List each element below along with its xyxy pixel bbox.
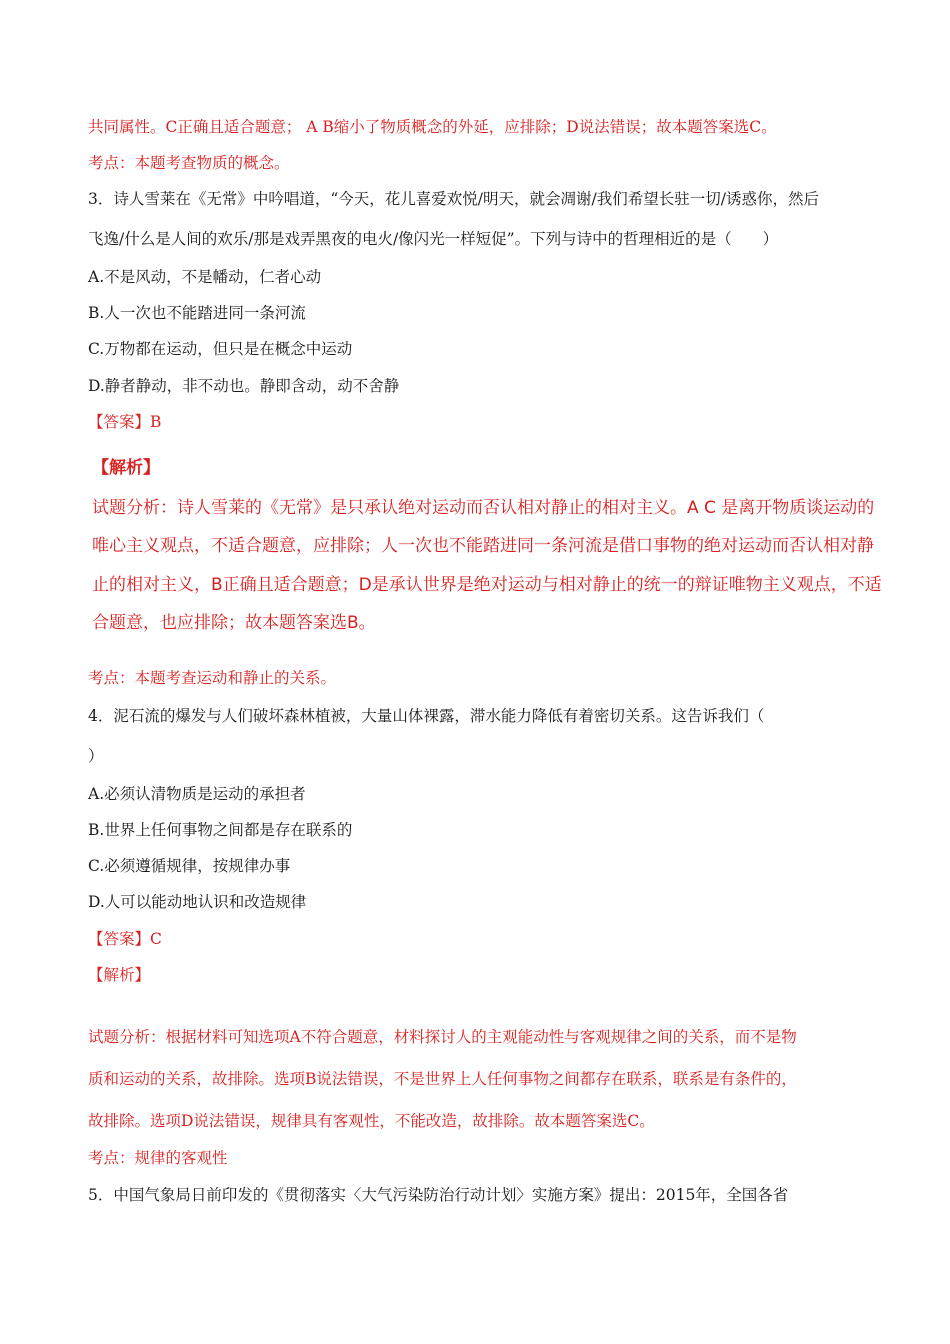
prev-kaodian: 考点：本题考查物质的概念。 [88,154,290,172]
question-4-option-a: A.必须认清物质是运动的承担者 [88,785,306,803]
question-4-explanation-1: 试题分析：根据材料可知选项A不符合题意，材料探讨人的主观能动性与客观规律之间的关系，而不是物 [88,1028,797,1046]
question-4-kaodian: 考点：规律的客观性 [88,1149,228,1167]
question-3-option-b: B.人一次也不能踏进同一条河流 [88,304,306,322]
question-3-option-a: A.不是风动，不是幡动，仁者心动 [88,268,322,286]
question-3-option-d: D.静者静动，非不动也。静即含动，动不舍静 [88,377,400,395]
question-4-option-b: B.世界上任何事物之间都是存在联系的 [88,821,353,839]
question-4-stem-cont: ） [88,747,104,765]
question-3-answer: 【答案】B [88,413,162,431]
prev-explanation-end: 共同属性。C正确且适合题意； A B缩小了物质概念的外延，应排除；D说法错误；故本题答案选C。 [88,118,777,136]
question-5-stem: 5．中国气象局日前印发的《贯彻落实〈大气污染防治行动计划〉实施方案》提出：2015年，全国各省 [88,1186,789,1204]
question-3-kaodian: 考点：本题考查运动和静止的关系。 [88,669,337,687]
question-4-option-c: C.必须遵循规律，按规律办事 [88,857,291,875]
question-4-explanation-2: 质和运动的关系，故排除。选项B说法错误，不是世界上人任何事物之间都存在联系，联系是有条件的， [88,1070,797,1088]
question-3-stem: 3．诗人雪莱在《无常》中吟唱道，“今天，花儿喜爱欢悦/明天，就会凋谢/我们希望长驻一切/诱惑你，然后 [88,190,819,208]
question-3-explanation-4: 合题意，也应排除；故本题答案选B。 [92,613,376,633]
question-3-jiexi-heading: 【解析】 [92,458,160,478]
question-3-stem-cont: 飞逸/什么是人间的欢乐/那是戏弄黑夜的电火/像闪光一样短促”。下列与诗中的哲理相近的是（ ） [88,230,779,248]
question-4-stem: 4．泥石流的爆发与人们破坏森林植被，大量山体裸露，滞水能力降低有着密切关系。这告诉我们（ [88,707,765,725]
question-3-option-c: C.万物都在运动，但只是在概念中运动 [88,340,353,358]
question-3-explanation-2: 唯心主义观点，不适合题意，应排除；人一次也不能踏进同一条河流是借口事物的绝对运动而否认相对静 [92,536,874,556]
question-4-jiexi-heading: 【解析】 [88,966,151,984]
question-4-option-d: D.人可以能动地认识和改造规律 [88,893,307,911]
question-3-explanation-3: 止的相对主义，B正确且适合题意；D是承认世界是绝对运动与相对静止的统一的辩证唯物主义观点，不适 [92,575,882,595]
question-4-explanation-3: 故排除。选项D说法错误，规律具有客观性，不能改造，故排除。故本题答案选C。 [88,1112,655,1130]
question-3-explanation-1: 试题分析：诗人雪莱的《无常》是只承认绝对运动而否认相对静止的相对主义。A C 是离开物质谈运动的 [92,498,875,518]
question-4-answer: 【答案】C [88,930,162,948]
